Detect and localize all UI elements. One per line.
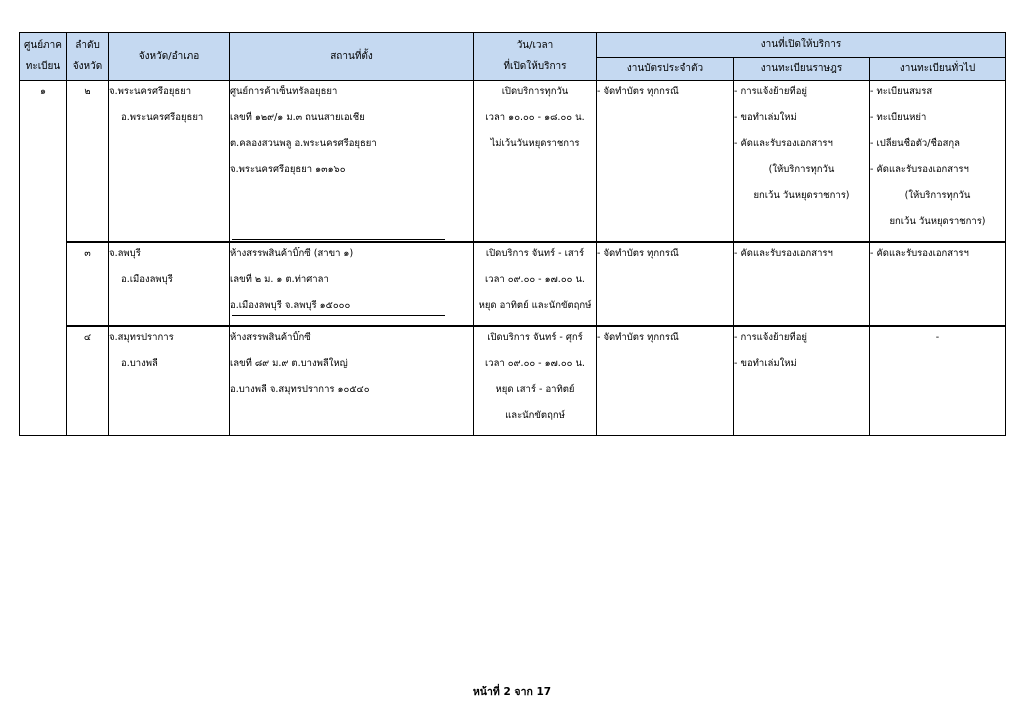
district-name: อ.พระนครศรีอยุธยา [121,112,204,123]
service-note: ยกเว้น วันหยุดราชการ) [753,190,850,201]
header-location: สถานที่ตั้ง [230,33,474,81]
location-address-line: จ.พระนครศรีอยุธยา ๑๓๑๖๐ [230,164,346,175]
location-address-line: อ.เมืองลพบุรี จ.ลพบุรี ๑๕๐๐๐ [230,300,351,311]
location-name: ห้างสรรพสินค้าบิ๊กซี (สาขา ๑) [230,248,354,259]
id-card-cell [597,81,734,243]
province-name: จ.พระนครศรีอยุธยา [109,86,192,97]
header-general-registration: งานทะเบียนทั่วไป [870,58,1006,81]
service-item: - คัดและรับรองเอกสารฯ [734,248,833,259]
id-card-cell [597,326,734,436]
header-center [20,33,67,81]
service-note: (ให้บริการทุกวัน [768,164,835,175]
header-seq-line2: จังหวัด [72,61,103,72]
service-item: - คัดและรับรองเอกสารฯ [870,164,969,175]
page-number: หน้าที่ 2 จาก 17 [472,686,552,698]
datetime-line: และนักขัตฤกษ์ [505,410,565,421]
civil-registration-cell [734,326,870,436]
general-registration-cell [870,326,1006,436]
id-card-cell [597,242,734,326]
district-name: อ.บางพลี [121,358,158,369]
datetime-cell [474,242,597,326]
datetime-line: ไม่เว้นวันหยุดราชการ [490,138,580,149]
header-services: งานที่เปิดให้บริการ [597,33,1006,58]
header-province: จังหวัด/อำเภอ [109,33,230,81]
seq-cell [67,326,109,436]
location-underline [232,239,445,240]
datetime-line: เวลา ๐๙.๐๐ - ๑๗.๐๐ น. [485,274,585,285]
location-address-line: เลขที่ ๑๒๙/๑ ม.๓ ถนนสายเอเชีย [230,112,365,123]
service-item: - เปลี่ยนชื่อตัว/ชื่อสกุล [870,138,960,149]
datetime-cell [474,326,597,436]
datetime-line: เวลา ๑๐.๐๐ - ๑๘.๐๐ น. [485,112,585,123]
service-item: - ทะเบียนหย่า [870,112,927,123]
seq-number: ๓ [84,248,91,259]
header-id-card: งานบัตรประจำตัว [597,58,734,81]
service-item: - [935,332,940,343]
service-schedule-table [19,32,1006,436]
province-name: จ.สมุทรปราการ [109,332,174,343]
service-item: - จัดทำบัตร ทุกกรณี [597,332,679,343]
service-item: - คัดและรับรองเอกสารฯ [870,248,969,259]
service-item: - จัดทำบัตร ทุกกรณี [597,86,679,97]
service-note: ยกเว้น วันหยุดราชการ) [889,216,986,227]
center-number: ๑ [39,86,47,97]
location-address-line: อ.บางพลี จ.สมุทรปราการ ๑๐๕๔๐ [230,384,370,395]
table-row [20,242,1006,326]
header-datetime-line1: วัน/เวลา [516,40,554,51]
table-row [20,326,1006,436]
datetime-line: เปิดบริการ จันทร์ - ศุกร์ [487,332,583,343]
location-underline [232,315,445,316]
table-row [20,81,1006,243]
province-cell [109,326,230,436]
location-address-line: เลขที่ ๘๙ ม.๙ ต.บางพลีใหญ่ [230,358,348,369]
header-center-line1: ศูนย์ภาค [24,40,62,51]
service-item: - ขอทำเล่มใหม่ [734,112,797,123]
seq-cell [67,81,109,243]
general-registration-cell [870,81,1006,243]
datetime-cell [474,81,597,243]
service-note: (ให้บริการทุกวัน [904,190,971,201]
district-name: อ.เมืองลพบุรี [121,274,173,285]
service-item: - การแจ้งย้ายที่อยู่ [734,332,807,343]
location-address-line: ต.คลองสวนพลู อ.พระนครศรีอยุธยา [230,138,377,149]
service-item: - ทะเบียนสมรส [870,86,933,97]
seq-number: ๒ [84,86,91,97]
province-cell [109,81,230,243]
datetime-line: เปิดบริการ จันทร์ - เสาร์ [485,248,585,259]
service-item: - คัดและรับรองเอกสารฯ [734,138,833,149]
civil-registration-cell [734,242,870,326]
center-number-cell [20,81,67,436]
datetime-line: หยุด เสาร์ - อาทิตย์ [495,384,575,395]
province-name: จ.ลพบุรี [109,248,141,259]
header-civil-registration: งานทะเบียนราษฎร [734,58,870,81]
header-datetime [474,33,597,81]
header-seq [67,33,109,81]
civil-registration-cell [734,81,870,243]
service-item: - ขอทำเล่มใหม่ [734,358,797,369]
province-cell [109,242,230,326]
service-item: - การแจ้งย้ายที่อยู่ [734,86,807,97]
datetime-line: เปิดบริการทุกวัน [501,86,569,97]
seq-number: ๔ [83,332,92,343]
service-item: - จัดทำบัตร ทุกกรณี [597,248,679,259]
location-cell [230,81,474,243]
datetime-line: หยุด อาทิตย์ และนักขัตฤกษ์ [478,300,592,311]
location-cell [230,242,474,326]
datetime-line: เวลา ๐๙.๐๐ - ๑๗.๐๐ น. [485,358,585,369]
seq-cell [67,242,109,326]
location-cell [230,326,474,436]
location-address-line: เลขที่ ๒ ม. ๑ ต.ท่าศาลา [230,274,329,285]
location-name: ห้างสรรพสินค้าบิ๊กซี [230,332,311,343]
location-name: ศูนย์การค้าเซ็นทรัลอยุธยา [230,86,338,97]
header-seq-line1: ลำดับ [75,40,100,51]
header-center-line2: ทะเบียน [25,61,61,72]
header-datetime-line2: ที่เปิดให้บริการ [503,61,567,72]
general-registration-cell [870,242,1006,326]
